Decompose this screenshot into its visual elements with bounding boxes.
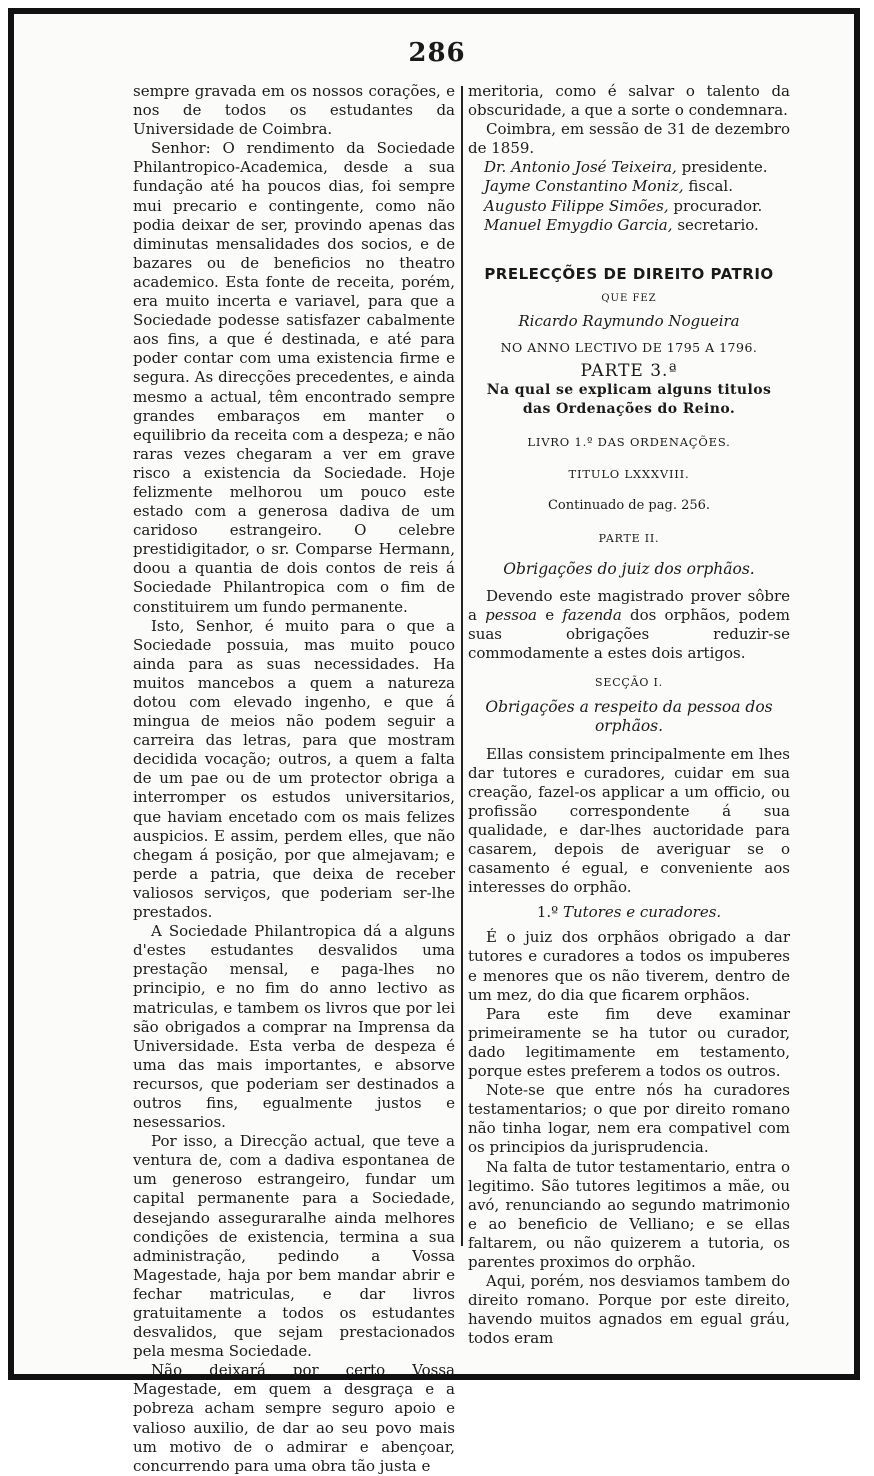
right-column xyxy=(468,82,790,1348)
signature-name: Manuel Emygdio Garcia, xyxy=(484,215,673,234)
column-divider xyxy=(461,86,463,1246)
left-paragraph: Não deixará por certo Vossa Magestade, em quem a desgraça e a pobreza acham sempre seguro apoio e valioso auxilio, de dar ao seu povo mais um motivo de o admirar e abençoar, concurrendo para uma obra tão justa e xyxy=(133,1361,455,1475)
left-paragraph: A Sociedade Philantropica dá a alguns d'estes estudantes desvalidos uma prestação mensal, e paga-lhes no principio, e no fim do anno lectivo as matriculas, e tambem os livros que por lei são obrigados a comprar na Imprensa da Universidade. Esta verba de despeza é uma das mais importantes, e absorve recursos, que poderiam ser destinados a outros fins, egualmente justos e nesessarios. xyxy=(133,922,455,1132)
tutores-label: Tutores e curadores. xyxy=(562,903,722,922)
titulo-heading: TITULO LXXXVIII. xyxy=(568,466,690,481)
text-run: e xyxy=(537,605,563,624)
left-paragraph: Isto, Senhor, é muito para o que a Sociedade possuia, mas muito pouco ainda para as suas necessidades. Ha muitos mancebos a quem a natureza dotou com elevado ingenho, e que á mingua de meios não podem seguir a carreira das letras, para que mostram decidida vocação; outros, a quem a falta de um pae ou de um protector obriga a interromper os estudos universitarios, que haviam encetado com os mais felizes auspicios. E assim, perdem elles, que não chegam á posição, por que almejavam; e perde a patria, que deixa de receber valiosos serviços, que poderiam ser-lhe prestados. xyxy=(133,616,455,922)
body-paragraph xyxy=(468,587,790,663)
page-number: 286 xyxy=(408,38,466,68)
tutores-heading xyxy=(468,903,790,922)
signature-line xyxy=(468,216,790,235)
left-paragraph: Por isso, a Direcção actual, que teve a ventura de, com a dadiva espontanea de um generoso estrangeiro, fundar um capital permanente para a Sociedade, desejando asseguraralhe ainda melhores condições de existencia, termina a sua administração, pedindo a Vossa Magestade, haja por bem mandar abrir e fechar matriculas, e dar livros gratuitamente a todos os estudantes desvalidos, que sejam prestacionados pela mesma Sociedade. xyxy=(133,1132,455,1361)
subtitle-line: das Ordenações do Reino. xyxy=(522,401,736,418)
signature-line xyxy=(468,158,790,177)
section-heading: PRELECÇÕES DE DIREITO PATRIO xyxy=(484,264,774,283)
continued-note: Continuado de pag. 256. xyxy=(547,497,711,513)
left-column xyxy=(133,82,455,1476)
text-run: Devendo este magistrado prover sôbre a xyxy=(468,586,790,624)
date-line: Coimbra, em sessão de 31 de dezembro de 1859. xyxy=(468,120,790,158)
obligations-person-heading: Obrigações a respeito da pessoa dos orphãos. xyxy=(485,698,773,736)
emphasis: pessoa xyxy=(485,605,538,624)
text-run: dos orphãos, podem suas obrigações reduzir-se commodamente a estes dois artigos. xyxy=(468,605,790,663)
signature-line xyxy=(468,177,790,196)
signature-role: secretario. xyxy=(677,215,759,234)
signature-role: fiscal. xyxy=(688,177,734,196)
signature-name: Jayme Constantino Moniz, xyxy=(484,177,684,196)
left-paragraph: sempre gravada em os nossos corações, e nos de todos os estudantes da Universidade de Coimbra. xyxy=(133,82,455,139)
body-paragraph: Ellas consistem principalmente em lhes dar tutores e curadores, cuidar em sua creação, fazel-os applicar a um officio, ou profissão correspondente á sua qualidade, e dar-lhes auctoridade para casarem, depois de averiguar se o casamento é egual, e conveniente aos interesses do orphão. xyxy=(468,744,790,897)
obligations-heading: Obrigações do juiz dos orphãos. xyxy=(503,559,755,578)
author-name: Ricardo Raymundo Nogueira xyxy=(518,311,740,330)
seccao-heading: SECÇÃO I. xyxy=(595,676,663,690)
signature-name: Augusto Filippe Simões, xyxy=(484,196,669,215)
tutores-number: 1.º xyxy=(536,903,563,922)
parte-heading: PARTE 3.ª xyxy=(580,361,678,382)
body-paragraph: Na falta de tutor testamentario, entra o legitimo. São tutores legitimos a mãe, ou avó, renunciando ao segundo matrimonio e ao beneficio de Velliano; e se ellas faltarem, ou não quizerem a tutoria, os parentes proximos do orphão. xyxy=(468,1157,790,1271)
right-intro: meritoria, como é salvar o talento da obscuridade, a que a sorte o condemnara. xyxy=(468,82,790,120)
signature-role: procurador. xyxy=(673,196,763,215)
subtitle-line: Na qual se explicam alguns titulos xyxy=(486,382,772,399)
signature-line xyxy=(468,197,790,216)
body-paragraph: É o juiz dos orphãos obrigado a dar tutores e curadores a todos os impuberes e menores que os não tiverem, dentro de um mez, do dia que ficarem orphãos. xyxy=(468,928,790,1004)
year-line: NO ANNO LECTIVO DE 1795 A 1796. xyxy=(500,340,758,356)
signature-name: Dr. Antonio José Teixeira, xyxy=(484,158,677,177)
body-paragraph: Note-se que entre nós ha curadores testamentarios; o que por direito romano não tinha logar, nem era compativel com os principios da jurisprudencia. xyxy=(468,1081,790,1157)
que-fez-label: QUE FEZ xyxy=(601,292,657,304)
livro-heading: LIVRO 1.º DAS ORDENAÇÕES. xyxy=(527,435,731,450)
left-paragraph: Senhor: O rendimento da Sociedade Philantropico-Academica, desde a sua fundação até ha poucos dias, foi sempre mui precario e contingente, como não podia deixar de ser, provindo apenas das diminutas mensalidades dos socios, e de bazares ou de beneficios no theatro academico. Esta fonte de receita, porém, era muito incerta e variavel, para que a Sociedade podesse satisfazer cabalmente aos fins, a que é destinada, e até para poder contar com uma existencia firme e segura. As direcções precedentes, e ainda mesmo a actual, têm encontrado sempre grandes embaraços em manter o equilibrio da receita com a despeza; e não raras vezes chegaram a ver em grave risco a existencia da Sociedade. Hoje felizmente melhorou um pouco este estado com a generosa dadiva de um caridoso estrangeiro. O celebre prestidigitador, o sr. Comparse Hermann, doou a quantia de dois contos de reis á Sociedade Philantropica com o fim de constituirem um fundo permanente. xyxy=(133,139,455,616)
signature-role: presidente. xyxy=(681,158,768,177)
parte-ii-heading: PARTE II. xyxy=(598,531,660,545)
body-paragraph: Para este fim deve examinar primeiramente se ha tutor ou curador, dado legitimamente em testamento, porque estes preferem a todos os outros. xyxy=(468,1004,790,1081)
emphasis: fazenda xyxy=(562,605,622,624)
body-paragraph: Aqui, porém, nos desviamos tambem do direito romano. Porque por este direito, havendo muitos agnados em egual gráu, todos eram xyxy=(468,1272,790,1348)
